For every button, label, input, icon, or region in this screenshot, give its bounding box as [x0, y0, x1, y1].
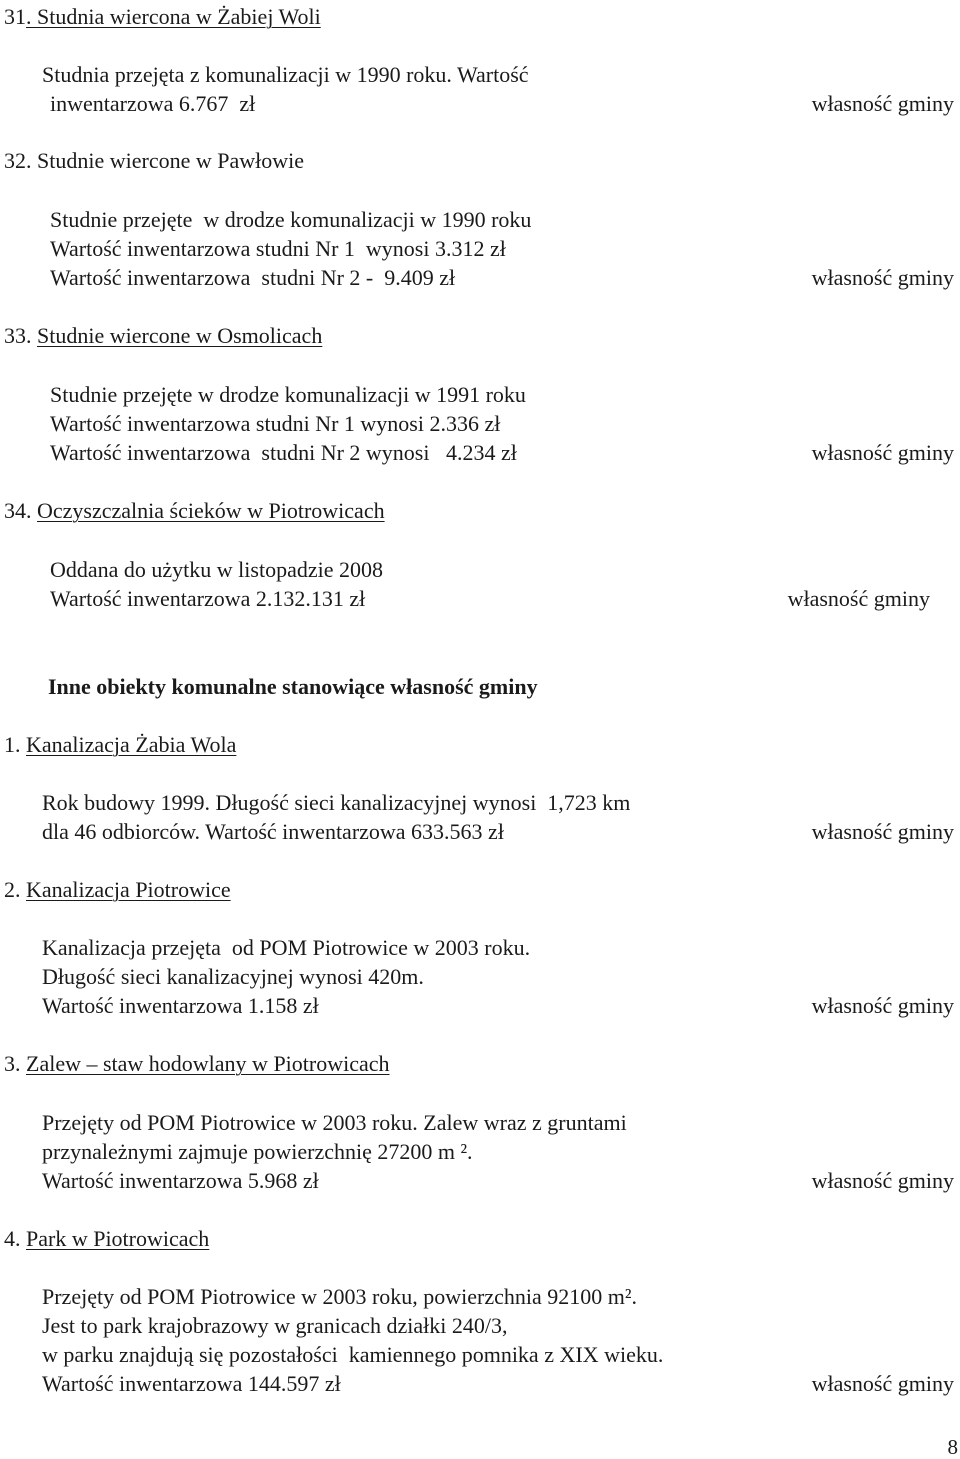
item-2-ownership: własność gminy: [811, 993, 954, 1018]
item-3-heading: [4, 1053, 390, 1075]
item-1-line-2: dla 46 odbiorców. Wartość inwentarzowa 633.563 zł: [42, 819, 504, 844]
section-32-line-3: Wartość inwentarzowa studni Nr 2 - 9.409 zł: [50, 265, 456, 290]
item-4-line-4: Wartość inwentarzowa 144.597 zł: [42, 1371, 341, 1396]
section-number: 34.: [4, 498, 37, 523]
item-2-line-1: Kanalizacja przejęta od POM Piotrowice w 2003 roku.: [42, 935, 531, 960]
item-3-line-1: Przejęty od POM Piotrowice w 2003 roku. Zalew wraz z gruntami: [42, 1110, 627, 1135]
section-title: . Studnia wiercona w Żabiej Woli: [26, 4, 321, 29]
section-34-ownership: własność gminy: [787, 586, 930, 611]
item-4-line-2: Jest to park krajobrazowy w granicach działki 240/3,: [42, 1313, 508, 1338]
section-title: Studnie wiercone w Pawłowie: [37, 148, 304, 173]
section-32-ownership: własność gminy: [811, 265, 954, 290]
section-31-line-2: inwentarzowa 6.767 zł: [50, 91, 256, 116]
item-1-line-1: Rok budowy 1999. Długość sieci kanalizacyjnej wynosi 1,723 km: [42, 790, 631, 815]
item-number: 2.: [4, 877, 26, 902]
section-32-line-2: Wartość inwentarzowa studni Nr 1 wynosi 3.312 zł: [50, 236, 506, 261]
section-34-line-1: Oddana do użytku w listopadzie 2008: [50, 557, 383, 582]
section-33-line-1: Studnie przejęte w drodze komunalizacji w 1991 roku: [50, 382, 526, 407]
item-3-line-2: przynależnymi zajmuje powierzchnię 27200 m ².: [42, 1139, 473, 1164]
section-32-heading: [4, 150, 304, 172]
item-4-line-1: Przejęty od POM Piotrowice w 2003 roku, powierzchnia 92100 m².: [42, 1284, 637, 1309]
other-objects-heading: Inne obiekty komunalne stanowiące własność gminy: [48, 674, 538, 699]
item-number: 1.: [4, 732, 26, 757]
item-2-heading: [4, 879, 231, 901]
item-2-line-3: Wartość inwentarzowa 1.158 zł: [42, 993, 319, 1018]
section-33-ownership: własność gminy: [811, 440, 954, 465]
item-title: Kanalizacja Piotrowice: [26, 877, 231, 902]
section-title: Oczyszczalnia ścieków w Piotrowicach: [37, 498, 385, 523]
section-33-line-2: Wartość inwentarzowa studni Nr 1 wynosi 2.336 zł: [50, 411, 501, 436]
item-title: Zalew – staw hodowlany w Piotrowicach: [26, 1051, 390, 1076]
page-number: 8: [947, 1435, 958, 1459]
item-1-heading: [4, 734, 236, 756]
section-33-line-3: Wartość inwentarzowa studni Nr 2 wynosi 4.234 zł: [50, 440, 517, 465]
item-title: Park w Piotrowicach: [26, 1226, 210, 1251]
item-4-line-3: w parku znajdują się pozostałości kamiennego pomnika z XIX wieku.: [42, 1342, 664, 1367]
section-33-heading: [4, 325, 322, 347]
item-number: 4.: [4, 1226, 26, 1251]
item-number: 3.: [4, 1051, 26, 1076]
section-number: 32.: [4, 148, 37, 173]
item-3-ownership: własność gminy: [811, 1168, 954, 1193]
section-title: Studnie wiercone w Osmolicach: [37, 323, 323, 348]
section-32-line-1: Studnie przejęte w drodze komunalizacji w 1990 roku: [50, 207, 532, 232]
item-1-ownership: własność gminy: [811, 819, 954, 844]
section-number: 31: [4, 4, 26, 29]
section-31-heading: [4, 6, 321, 28]
item-2-line-2: Długość sieci kanalizacyjnej wynosi 420m.: [42, 964, 424, 989]
item-4-ownership: własność gminy: [811, 1371, 954, 1396]
item-3-line-3: Wartość inwentarzowa 5.968 zł: [42, 1168, 319, 1193]
item-4-heading: [4, 1228, 209, 1250]
section-31-ownership: własność gminy: [811, 91, 954, 116]
section-34-heading: [4, 500, 385, 522]
item-title: Kanalizacja Żabia Wola: [26, 732, 237, 757]
section-34-line-2: Wartość inwentarzowa 2.132.131 zł: [50, 586, 366, 611]
section-number: 33.: [4, 323, 37, 348]
section-31-line-1: Studnia przejęta z komunalizacji w 1990 roku. Wartość: [42, 62, 529, 87]
